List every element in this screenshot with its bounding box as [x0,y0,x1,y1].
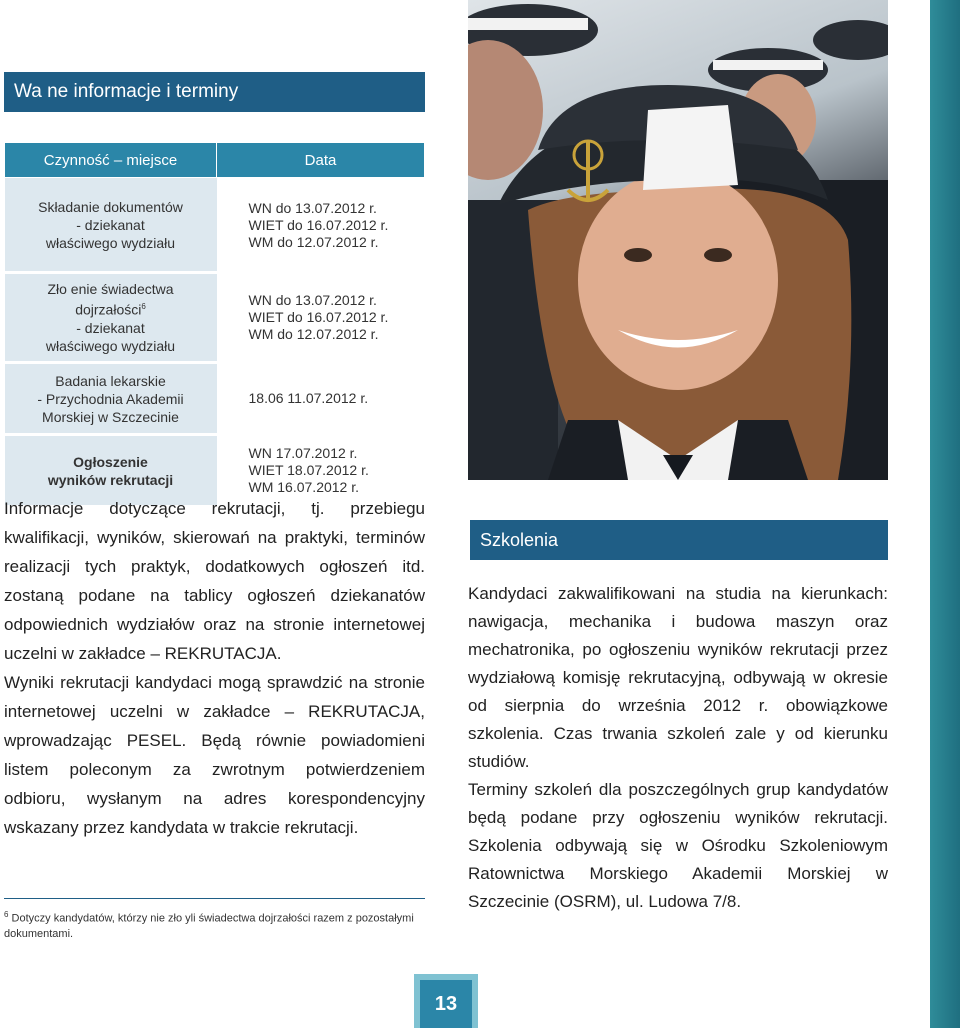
date-line: 18.06 11.07.2012 r. [248,390,369,406]
training-paragraph: Kandydaci zakwalifikowani na studia na kierunkach: nawigacja, mechanika i budowa maszyn oraz mechatronika, po ogłoszeniu wyników rekrutacji przez wydziałową komisję rekrutacyjną, odbywają w okresie od sierpnia do września 2012 r. obowiązkowe szkolenia. Czas trwania szkoleń zale y od kierunku studiów. [468,584,888,771]
activity-cell [5,273,217,363]
info-paragraph: Informacje dotyczące rekrutacji, tj. przebiegu kwalifikacji, wyników, skierowań na praktyki, terminów realizacji tych praktyk, dodatkowych ogłoszeń itd. zostaną podane na tablicy ogłoszeń dziekanatów odpowiednich wydziałów oraz na stronie internetowej uczelni w zakładce – REKRUTACJA. [4,499,425,663]
schedule-table [4,142,425,508]
activity-line: wyników rekrutacji [47,471,174,488]
table-row [5,363,425,435]
date-line: WIET do 16.07.2012 r. [248,216,389,233]
recruitment-info-text [4,494,425,842]
cadet-photo-illustration [468,0,888,480]
footnote-text: Dotyczy kandydatów, którzy nie zło yli świadectwa dojrzałości razem z pozostałymi dokumentami. [4,912,414,940]
date-line: WM do 12.07.2012 r. [248,326,379,342]
date-cell [217,363,425,435]
training-paragraph: Terminy szkoleń dla poszczególnych grup kandydatów będą podane przy ogłoszeniu wyników rekrutacji. Szkolenia odbywają się w Ośrodku Szkoleniowym Ratownictwa Morskiego Akademii Morskiej w Szczecinie (OSRM), ul. Ludowa 7/8. [468,780,888,911]
activity-line: Badania lekarskie [55,372,166,389]
background-cap [813,20,888,60]
background-cap-band [468,18,588,30]
footnote-marker: 6 [141,302,146,312]
column-header-activity: Czynność – miejsce [5,143,217,178]
column-header-date: Data [217,143,425,178]
activity-line-with-footnote [5,298,217,319]
page-edge-bar [930,0,960,1028]
footnote-number: 6 [4,910,9,919]
eye [624,248,652,262]
activity-line: Morskiej w Szczecinie [42,408,179,425]
activity-cell [5,363,217,435]
background-face [468,40,543,180]
activity-cell [5,178,217,273]
date-cell [217,178,425,273]
date-line: WM 16.07.2012 r. [248,479,360,495]
date-line: WIET 18.07.2012 r. [248,462,369,478]
table-row [5,178,425,273]
date-line: WN do 13.07.2012 r. [248,199,377,216]
date-line: WN do 13.07.2012 r. [248,292,377,308]
section-title: Wa ne informacje i terminy [14,81,239,102]
date-cell [217,273,425,363]
cap-white-patch [643,105,738,190]
activity-line: - dziekanat [76,216,145,233]
uniform-jacket [548,420,628,480]
cadet-photo [468,0,888,480]
activity-line: Zło enie świadectwa [47,281,174,298]
page-number: 13 [420,980,472,1028]
date-line: WN 17.07.2012 r. [248,445,358,461]
section-header [4,72,425,112]
activity-line: Ogłoszenie [73,453,148,470]
activity-line: Składanie dokumentów [38,198,183,215]
table-row [5,273,425,363]
activity-line: - Przychodnia Akademii [37,390,184,407]
info-paragraph: Wyniki rekrutacji kandydaci mogą sprawdzić na stronie internetowej uczelni w zakładce – REKRUTACJA, wprowadzając PESEL. Będą równie powiadomieni listem poleconym za zwrotnym potwierdzeniem odbioru, wysłanym na adres korespondencyjny wskazany przez kandydata w trakcie rekrutacji. [4,673,425,837]
date-line: WIET do 16.07.2012 r. [248,309,389,325]
activity-line: - dziekanat [76,319,145,336]
training-text [468,580,888,916]
activity-line: właściwego wydziału [45,337,176,354]
activity-line: właściwego wydziału [45,234,176,251]
date-line: WM do 12.07.2012 r. [248,233,379,250]
training-title: Szkolenia [480,530,559,550]
footnote [4,898,425,942]
activity-line: dojrzałości [75,301,142,318]
background-cap-band [713,60,823,70]
training-header [470,520,888,560]
face [578,170,778,390]
eye [704,248,732,262]
table-header-row [5,143,425,178]
page-number-box [414,974,478,1028]
